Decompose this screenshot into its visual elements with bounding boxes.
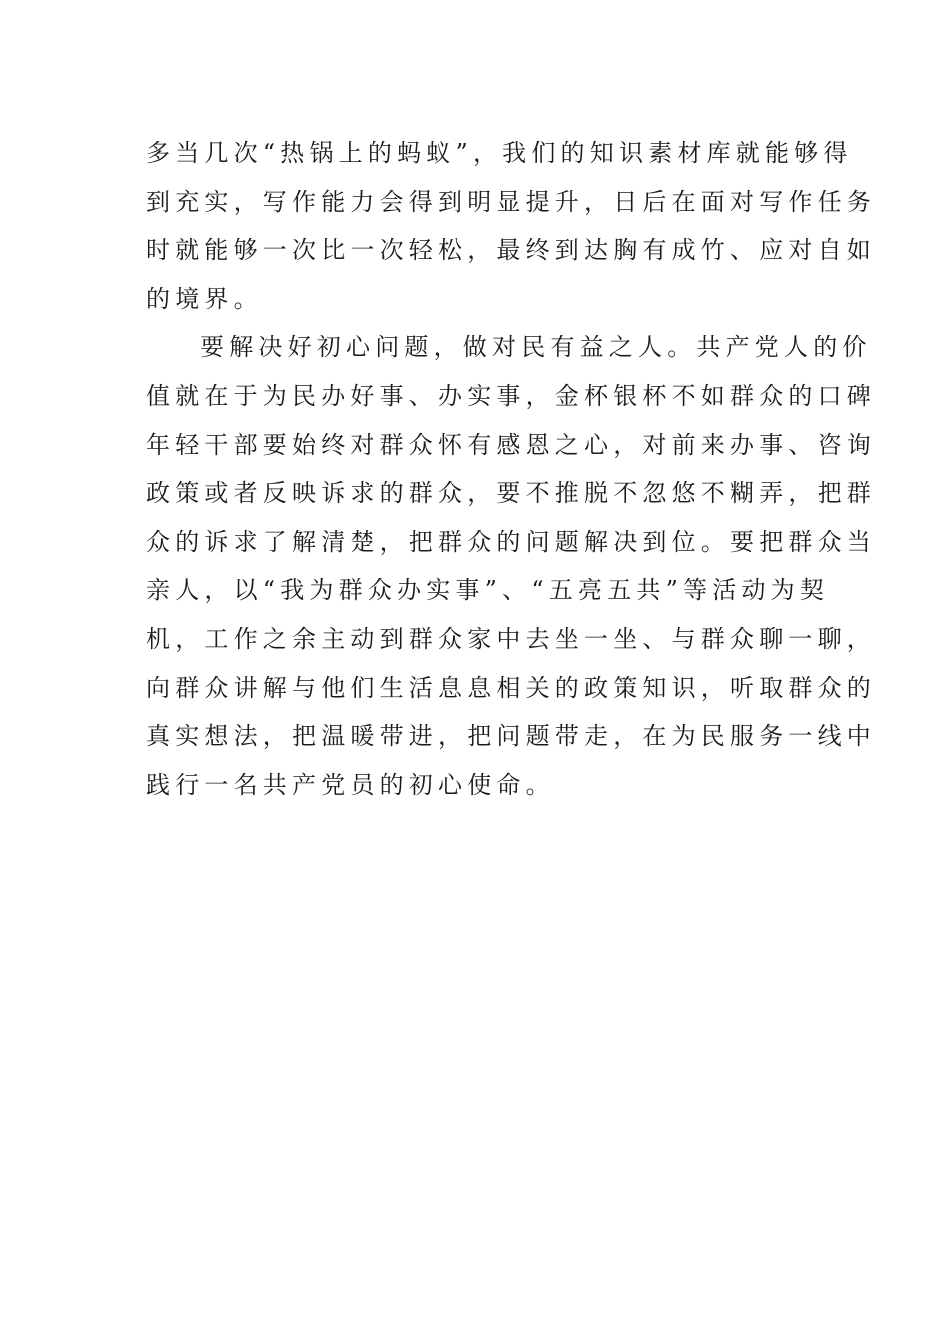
text-line: 机，工作之余主动到群众家中去坐一坐、与群众聊一聊， bbox=[146, 624, 876, 653]
text-line: 政策或者反映诉求的群众，要不推脱不忽悠不糊弄，把群 bbox=[146, 479, 876, 508]
paragraph-2 bbox=[146, 323, 876, 809]
text-line: 时就能够一次比一次轻松，最终到达胸有成竹、应对自如 bbox=[146, 236, 876, 265]
text-line: 向群众讲解与他们生活息息相关的政策知识，听取群众的 bbox=[146, 673, 876, 702]
text-line: 的境界。 bbox=[146, 284, 263, 313]
document-body bbox=[146, 129, 876, 809]
text-line: 要解决好初心问题，做对民有益之人。共产党人的价 bbox=[200, 333, 872, 362]
text-line: 真实想法，把温暖带进，把问题带走，在为民服务一线中 bbox=[146, 722, 876, 751]
text-line: 值就在于为民办好事、办实事，金杯银杯不如群众的口碑 bbox=[146, 381, 876, 410]
paragraph-1 bbox=[146, 129, 876, 323]
text-line: 践行一名共产党员的初心使命。 bbox=[146, 770, 555, 799]
text-line: 多当几次“热锅上的蚂蚁”，我们的知识素材库就能够得 bbox=[146, 139, 853, 167]
text-line: 众的诉求了解清楚，把群众的问题解决到位。要把群众当 bbox=[146, 527, 876, 556]
text-line: 年轻干部要始终对群众怀有感恩之心，对前来办事、咨询 bbox=[146, 430, 876, 459]
text-line: 到充实，写作能力会得到明显提升，日后在面对写作任务 bbox=[146, 187, 876, 216]
text-line: 亲人，以“我为群众办实事”、“五亮五共”等活动为契 bbox=[146, 576, 830, 605]
